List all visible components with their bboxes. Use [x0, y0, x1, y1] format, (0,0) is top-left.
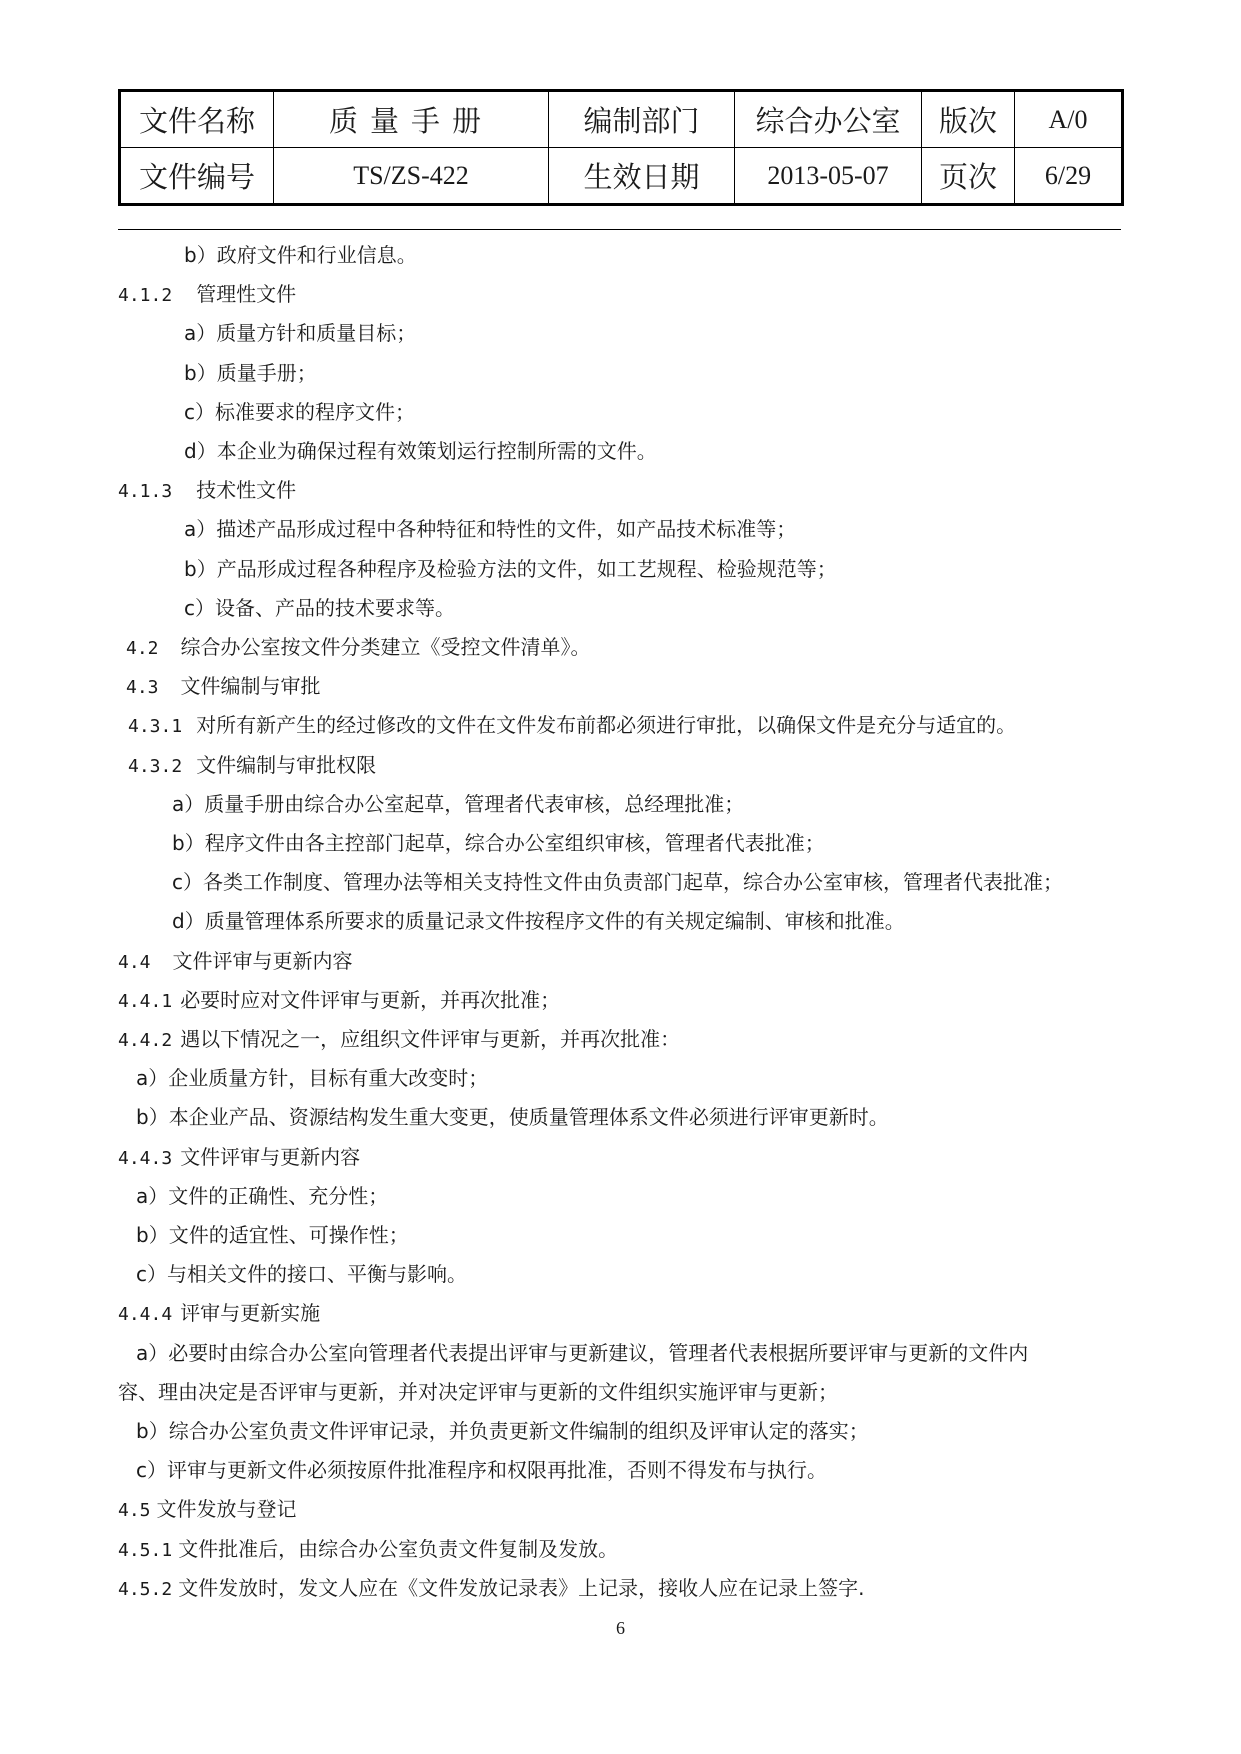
effective-date-value: 2013-05-07	[735, 148, 922, 205]
body-line	[118, 946, 353, 978]
section-number: 4.1.3	[118, 481, 173, 502]
line-text: a）质量手册由综合办公室起草，管理者代表审核，总经理批准；	[172, 792, 745, 816]
line-text: 文件批准后，由综合办公室负责文件复制及发放。	[178, 1537, 619, 1561]
body-line	[126, 632, 591, 664]
body-line	[118, 1534, 618, 1566]
line-text: 文件评审与更新内容	[180, 1145, 361, 1169]
department-label: 编制部门	[549, 91, 735, 148]
body-line	[136, 1259, 467, 1289]
body-line	[136, 1416, 869, 1446]
body-line	[118, 1142, 360, 1174]
doc-number-value: TS/ZS-422	[274, 148, 549, 205]
document-header-table	[118, 89, 1124, 206]
section-number: 4.3	[126, 677, 159, 698]
version-label: 版次	[922, 91, 1015, 148]
line-text: c）评审与更新文件必须按原件批准程序和权限再批准，否则不得发布与执行。	[136, 1458, 827, 1482]
line-text: c）设备、产品的技术要求等。	[184, 596, 455, 620]
line-text: 对所有新产生的经过修改的文件在文件发布前都必须进行审批，以确保文件是充分与适宜的。	[196, 713, 1017, 737]
line-text: 技术性文件	[196, 478, 297, 502]
line-text: 文件评审与更新内容	[172, 949, 353, 973]
doc-name-label: 文件名称	[120, 91, 274, 148]
body-line	[136, 1181, 388, 1211]
body-line	[136, 1063, 488, 1093]
line-text: b）政府文件和行业信息。	[184, 243, 417, 267]
body-line	[172, 867, 1063, 897]
body-line	[136, 1338, 1028, 1368]
line-text: c）与相关文件的接口、平衡与影响。	[136, 1262, 467, 1286]
line-text: a）描述产品形成过程中各种特征和特性的文件，如产品技术标准等；	[184, 517, 797, 541]
section-number: 4.1.2	[118, 285, 173, 306]
line-text: b）综合办公室负责文件评审记录，并负责更新文件编制的组织及评审认定的落实；	[136, 1419, 869, 1443]
body-line	[184, 514, 796, 544]
body-line	[184, 358, 317, 388]
section-number: 4.3.2	[128, 756, 183, 777]
section-number: 4.5.2	[118, 1579, 173, 1600]
section-number: 4.4.1	[118, 991, 173, 1012]
body-line	[128, 710, 1016, 742]
body-line	[118, 1573, 865, 1605]
body-line	[184, 318, 416, 348]
section-number: 4.4.4	[118, 1304, 173, 1325]
body-line	[172, 906, 905, 936]
section-number: 4.5	[118, 1500, 151, 1521]
line-text: 遇以下情况之一，应组织文件评审与更新，并再次批准：	[180, 1027, 681, 1051]
line-text: b）程序文件由各主控部门起草，综合办公室组织审核，管理者代表批准；	[172, 831, 825, 855]
section-number: 4.2	[126, 638, 159, 659]
body-line	[118, 1298, 320, 1330]
effective-date-label: 生效日期	[549, 148, 735, 205]
body-line	[184, 397, 415, 427]
body-line	[118, 985, 560, 1017]
line-text: 文件编制与审批	[180, 674, 321, 698]
body-line	[172, 789, 744, 819]
body-line	[184, 436, 657, 466]
header-row-2	[120, 148, 1123, 205]
body-line	[184, 593, 455, 623]
body-line	[118, 279, 296, 311]
line-text: 评审与更新实施	[180, 1301, 321, 1325]
line-text: d）本企业为确保过程有效策划运行控制所需的文件。	[184, 439, 657, 463]
body-line	[184, 240, 417, 270]
body-line	[136, 1102, 889, 1132]
section-number: 4.5.1	[118, 1540, 173, 1561]
header-divider	[118, 229, 1121, 230]
line-text: 文件发放与登记	[156, 1497, 297, 1521]
line-text: 综合办公室按文件分类建立《受控文件清单》。	[180, 635, 591, 659]
line-text: 必要时应对文件评审与更新，并再次批准；	[180, 988, 561, 1012]
body-line	[126, 671, 321, 703]
doc-number-label: 文件编号	[120, 148, 274, 205]
body-line	[136, 1220, 409, 1250]
line-text: a）质量方针和质量目标；	[184, 321, 417, 345]
line-text: b）文件的适宜性、可操作性；	[136, 1223, 409, 1247]
version-value: A/0	[1015, 91, 1123, 148]
line-text: a）文件的正确性、充分性；	[136, 1184, 389, 1208]
line-text: 管理性文件	[196, 282, 297, 306]
line-text: b）产品形成过程各种程序及检验方法的文件，如工艺规程、检验规范等；	[184, 557, 837, 581]
line-text: 文件编制与审批权限	[196, 753, 377, 777]
line-text: a）企业质量方针，目标有重大改变时；	[136, 1066, 489, 1090]
body-line	[118, 1024, 680, 1056]
line-text: 容、理由决定是否评审与更新，并对决定评审与更新的文件组织实施评审与更新；	[118, 1380, 838, 1404]
line-text: b）质量手册；	[184, 361, 317, 385]
section-number: 4.4.2	[118, 1030, 173, 1051]
section-number: 4.4.3	[118, 1148, 173, 1169]
body-line	[172, 828, 825, 858]
section-number: 4.4	[118, 952, 151, 973]
line-text: a）必要时由综合办公室向管理者代表提出评审与更新建议，管理者代表根据所要评审与更新的文件内	[136, 1341, 1029, 1365]
body-line	[136, 1455, 827, 1485]
body-line	[128, 750, 376, 782]
page-number: 6	[616, 1618, 625, 1638]
line-text: 文件发放时，发文人应在《文件发放记录表》上记录，接收人应在记录上签字.	[178, 1576, 865, 1600]
page-count-value: 6/29	[1015, 148, 1123, 205]
body-line	[118, 1494, 297, 1526]
body-line	[118, 475, 296, 507]
department-value: 综合办公室	[735, 91, 922, 148]
line-text: c）各类工作制度、管理办法等相关支持性文件由负责部门起草，综合办公室审核，管理者代表批准；	[172, 870, 1063, 894]
body-line	[184, 554, 837, 584]
line-text: c）标准要求的程序文件；	[184, 400, 415, 424]
section-number: 4.3.1	[128, 716, 183, 737]
page-count-label: 页次	[922, 148, 1015, 205]
header-row-1	[120, 91, 1123, 148]
line-text: b）本企业产品、资源结构发生重大变更，使质量管理体系文件必须进行评审更新时。	[136, 1105, 889, 1129]
line-text: d）质量管理体系所要求的质量记录文件按程序文件的有关规定编制、审核和批准。	[172, 909, 905, 933]
body-line	[118, 1377, 838, 1407]
doc-name-value: 质量手册	[274, 91, 549, 148]
